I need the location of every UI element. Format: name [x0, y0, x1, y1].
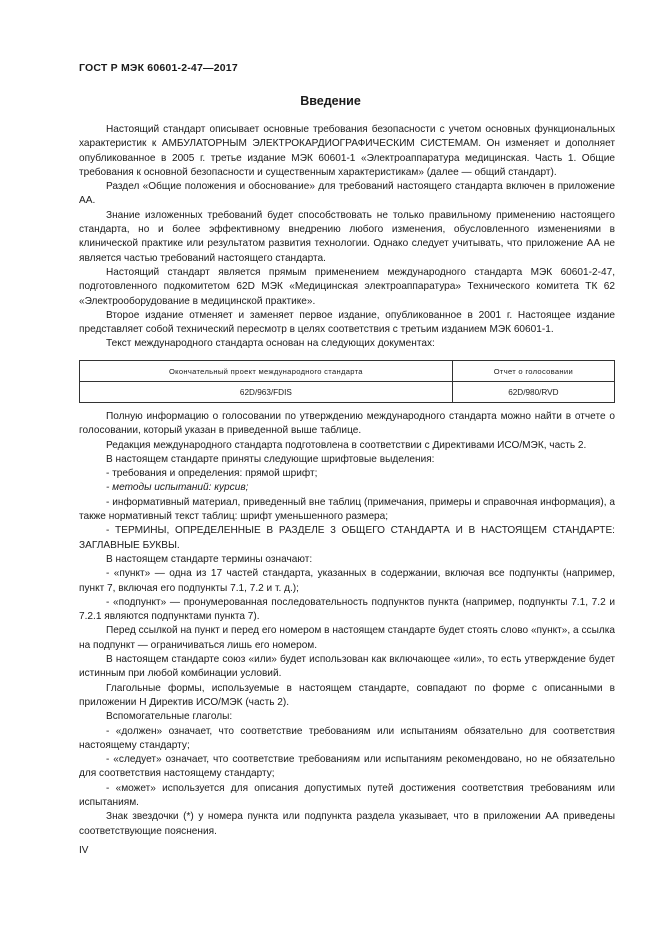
voting-documents-table	[79, 360, 615, 403]
paragraph: Настоящий стандарт описывает основные требования безопасности с учетом основных функциональных характеристик к АМБУЛАТОРНЫМ ЭЛЕКТРОКАРДИОГРАФИЧЕСКИМ СИСТЕМАМ. Он изменяет и дополняет опубликованное в 2005 г. третье издание МЭК 60601-1 «Электроаппаратура медицинская. Часть 1. Общие требования к основной безопасности и существенным характеристикам» (далее — общий стандарт).	[79, 124, 615, 178]
paragraph: Вспомогательные глаголы:	[106, 711, 233, 723]
paragraph: - «подпункт» — пронумерованная последовательность подпунктов пункта (например, подпункты 7.1, 7.2 и 7.2.1 являются подпунктами пункта 7).	[79, 596, 615, 623]
table-header-cell: Отчет о голосовании	[452, 361, 614, 382]
paragraph-italic: - методы испытаний: курсив;	[106, 482, 249, 494]
paragraph: - «следует» означает, что соответствие требованиям или испытаниям рекомендовано, но не обязательно для соответствия настоящему стандарту;	[79, 754, 615, 780]
paragraph: Раздел «Общие положения и обоснование» для требований настоящего стандарта включен в приложение АА.	[79, 181, 615, 207]
paragraph: В настоящем стандарте термины означают:	[106, 553, 313, 565]
paragraph: - «пункт» — одна из 17 частей стандарта, указанных в содержании, включая все подпункты (например, пункт 7, включая его подпункты 7.1, 7.2 и т. д.);	[79, 568, 615, 594]
paragraph: - «должен» означает, что соответствие требованиям или испытаниям обязательно для соответствия настоящему стандарту;	[79, 725, 615, 751]
paragraph: - требования и определения: прямой шрифт;	[106, 468, 318, 480]
section-title: Введение	[300, 94, 361, 108]
paragraph: Перед ссылкой на пункт и перед его номером в настоящем стандарте будет стоять слово «пункт», а ссылка на подпункт — ограничиваться лишь его номером.	[79, 625, 615, 651]
paragraph: В настоящем стандарте союз «или» будет использован как включающее «или», то есть утверждение будет истинным при любой комбинации условий.	[79, 654, 615, 680]
table-row	[80, 382, 615, 403]
paragraph: - «может» используется для описания допустимых путей достижения соответствия требованиям или испытаниям.	[79, 782, 615, 809]
paragraph: Знак звездочки (*) у номера пункта или подпункта раздела указывает, что в приложении АА приведены соответствующие пояснения.	[79, 811, 615, 837]
paragraph: - ТЕРМИНЫ, ОПРЕДЕЛЕННЫЕ В РАЗДЕЛЕ 3 ОБЩЕГО СТАНДАРТА И В НАСТОЯЩЕМ СТАНДАРТЕ: ЗАГЛАВНЫЕ БУКВЫ.	[79, 525, 615, 551]
intro-text-after-table	[79, 410, 615, 839]
paragraph: Полную информацию о голосовании по утверждению международного стандарта можно найти в отчете о голосовании, который указан в приведенной выше таблице.	[79, 411, 615, 437]
intro-text-before-table	[79, 123, 615, 352]
table-header-cell: Окончательный проект международного стандарта	[80, 361, 453, 382]
paragraph: Знание изложенных требований будет способствовать не только правильному применению настоящего стандарта, но и более эффективному внедрению любого изменения, обусловленного изменениями в клинической практике или результатом развития технологии. Однако следует учитывать, что приложение АА не является частью требований настоящего стандарта.	[79, 209, 615, 264]
paragraph: В настоящем стандарте приняты следующие шрифтовые выделения:	[106, 453, 435, 465]
paragraph: Текст международного стандарта основан на следующих документах:	[106, 338, 435, 350]
paragraph: Настоящий стандарт является прямым применением международного стандарта МЭК 60601-2-47, подготовленного подкомитетом 62D МЭК «Медицинская электроаппаратура» Технического комитета ТК 62 «Электрооборудование в медицинской практике».	[79, 266, 615, 307]
table-cell: 62D/963/FDIS	[80, 382, 453, 403]
paragraph: Второе издание отменяет и заменяет первое издание, опубликованное в 2001 г. Настоящее издание представляет собой технический пересмотр в целях соответствия с третьим изданием МЭК 60601-1.	[79, 309, 615, 336]
document-header: ГОСТ Р МЭК 60601-2-47—2017	[79, 62, 238, 74]
table-cell: 62D/980/RVD	[452, 382, 614, 403]
paragraph: Глагольные формы, используемые в настоящем стандарте, совпадают по форме с описанными в приложении Н Директив ИСО/МЭК (часть 2).	[79, 682, 615, 708]
paragraph: Редакция международного стандарта подготовлена в соответствии с Директивами ИСО/МЭК, часть 2.	[106, 439, 587, 451]
table-header-row	[80, 361, 615, 382]
page-number: IV	[79, 845, 89, 856]
paragraph: - информативный материал, приведенный вне таблиц (примечания, примеры и справочная информация), а также нормативный текст таблиц: шрифт уменьшенного размера;	[79, 496, 615, 523]
